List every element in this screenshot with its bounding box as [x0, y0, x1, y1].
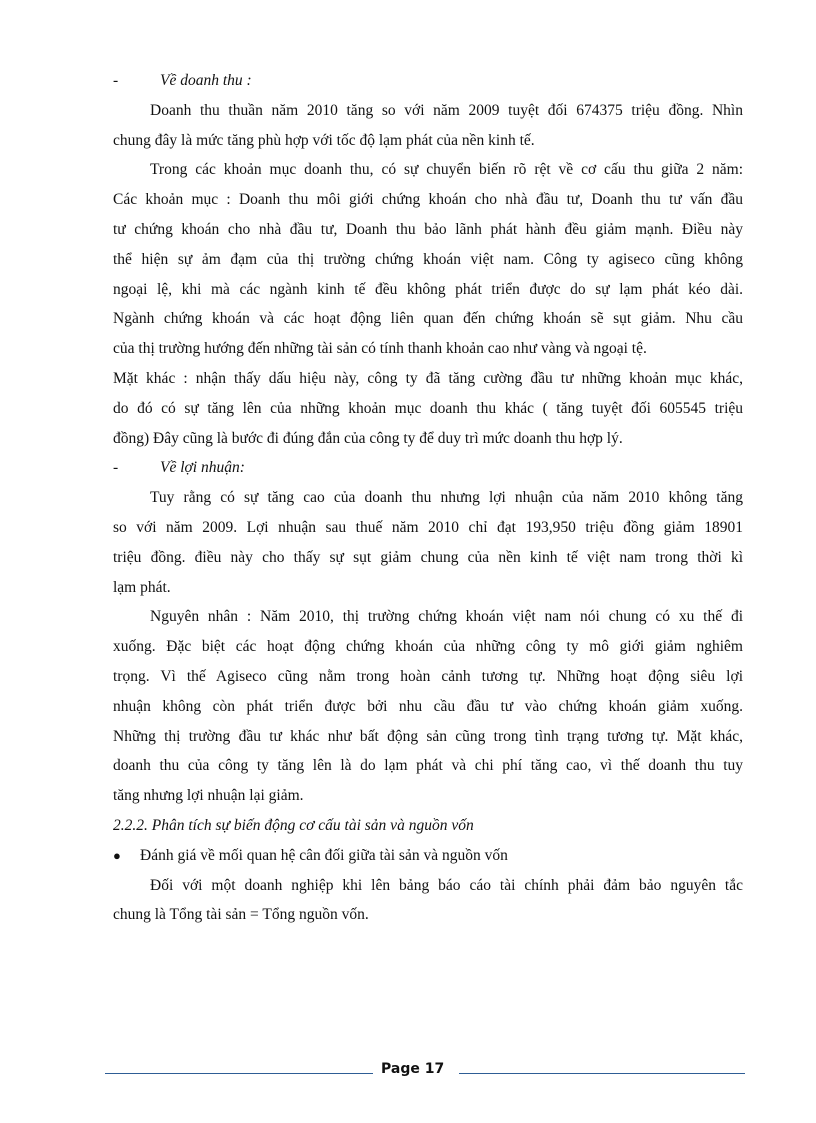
text-line: của thị trường hướng đến những tài sản có tính thanh khoản cao như vàng và ngoại tệ. [113, 340, 647, 358]
text-line: Tuy rằng có sự tăng cao của doanh thu nhưng lợi nhuận của năm 2010 không tăng [150, 489, 743, 507]
text-line: đồng) Đây cũng là bước đi đúng đắn của công ty để duy trì mức doanh thu hợp lý. [113, 429, 623, 447]
bullet-text: Đánh giá về mối quan hệ cân đối giữa tài sản và nguồn vốn [140, 846, 508, 864]
dash-marker: - [113, 72, 119, 89]
text-line: chung đây là mức tăng phù hợp với tốc độ lạm phát của nền kinh tế. [113, 131, 535, 149]
paragraph-1 [113, 96, 743, 156]
paragraph-4 [113, 602, 743, 811]
text-line: chung là Tổng tài sản = Tổng nguồn vốn. [113, 906, 369, 924]
page-number: Page 17 [381, 1061, 445, 1077]
text-line: lạm phát. [113, 578, 171, 596]
text-line: tăng nhưng lợi nhuận lại giảm. [113, 787, 304, 805]
text-line: Các khoản mục : Doanh thu môi giới chứng khoán cho nhà đầu tư, Doanh thu tư vấn đầu [113, 191, 743, 209]
section-heading: 2.2.2. Phân tích sự biến động cơ cấu tài sản và nguồn vốn [113, 816, 474, 834]
page-footer [105, 1059, 745, 1089]
bullet-item [113, 841, 743, 871]
page-body [113, 66, 743, 930]
text-line: Doanh thu thuần năm 2010 tăng so với năm 2009 tuyệt đối 674375 triệu đồng. Nhìn [150, 101, 743, 119]
text-line: doanh thu của công ty tăng lên là do lạm phát và chi phí tăng cao, vì thế doanh thu tuy [113, 757, 743, 775]
text-line: so với năm 2009. Lợi nhuận sau thuế năm 2010 chỉ đạt 193,950 triệu đồng giảm 18901 [113, 518, 743, 536]
heading-doanh-thu-text: Về doanh thu : [160, 72, 252, 89]
text-line: Những thị trường đầu tư khác như bất động sản cũng trong tình trạng tương tự. Mặt khác, [113, 727, 743, 745]
text-line: tư chứng khoán cho nhà đầu tư, Doanh thu bảo lãnh phát hành đều giảm mạnh. Điều này [113, 220, 743, 238]
dash-marker: - [113, 459, 119, 477]
text-line: nhuận không còn phát triển được bởi nhu cầu đầu tư vào chứng khoán giảm xuống. [113, 697, 743, 715]
paragraph-3 [113, 483, 743, 602]
heading-loi-nhuan [113, 453, 743, 483]
text-line: Đối với một doanh nghiệp khi lên bảng báo cáo tài chính phải đảm bảo nguyên tắc [150, 876, 743, 894]
paragraph-5 [113, 871, 743, 931]
text-line: triệu đồng. điều này cho thấy sự sụt giảm chung của nền kinh tế việt nam trong thời kì [113, 548, 743, 566]
text-line: Trong các khoản mục doanh thu, có sự chuyển biến rõ rệt về cơ cấu thu giữa 2 năm: [150, 161, 743, 179]
text-line: thể hiện sự ảm đạm của thị trường chứng khoán việt nam. Công ty agiseco cũng không [113, 250, 743, 268]
text-line: Mặt khác : nhận thấy dấu hiệu này, công ty đã tăng cường đầu tư những khoản mục khác, [113, 369, 743, 387]
footer-rule-right [459, 1073, 745, 1074]
text-line: Ngành chứng khoán và các hoạt động liên quan đến chứng khoán sẽ sụt giảm. Nhu cầu [113, 310, 743, 328]
paragraph-2 [113, 155, 743, 453]
text-line: Nguyên nhân : Năm 2010, thị trường chứng khoán việt nam nói chung có xu thế đi [150, 608, 743, 626]
heading-doanh-thu [113, 66, 743, 96]
text-line: ngoại lệ, khi mà các ngành kinh tế đều không phát triển được do sự lạm phát kéo dài. [113, 280, 743, 298]
heading-loi-nhuan-text: Về lợi nhuận: [160, 459, 245, 477]
text-line: xuống. Đặc biệt các hoạt động chứng khoán của những công ty mô giới giảm nghiêm [113, 638, 743, 656]
text-line: do đó có sự tăng lên của những khoản mục doanh thu khác ( tăng tuyệt đối 605545 triệu [113, 399, 743, 417]
bullet-icon: ● [113, 847, 121, 863]
text-line: trọng. Vì thế Agiseco cũng nằm trong hoàn cảnh tương tự. Những hoạt động siêu lợi [113, 667, 743, 685]
footer-rule-left [105, 1073, 373, 1074]
